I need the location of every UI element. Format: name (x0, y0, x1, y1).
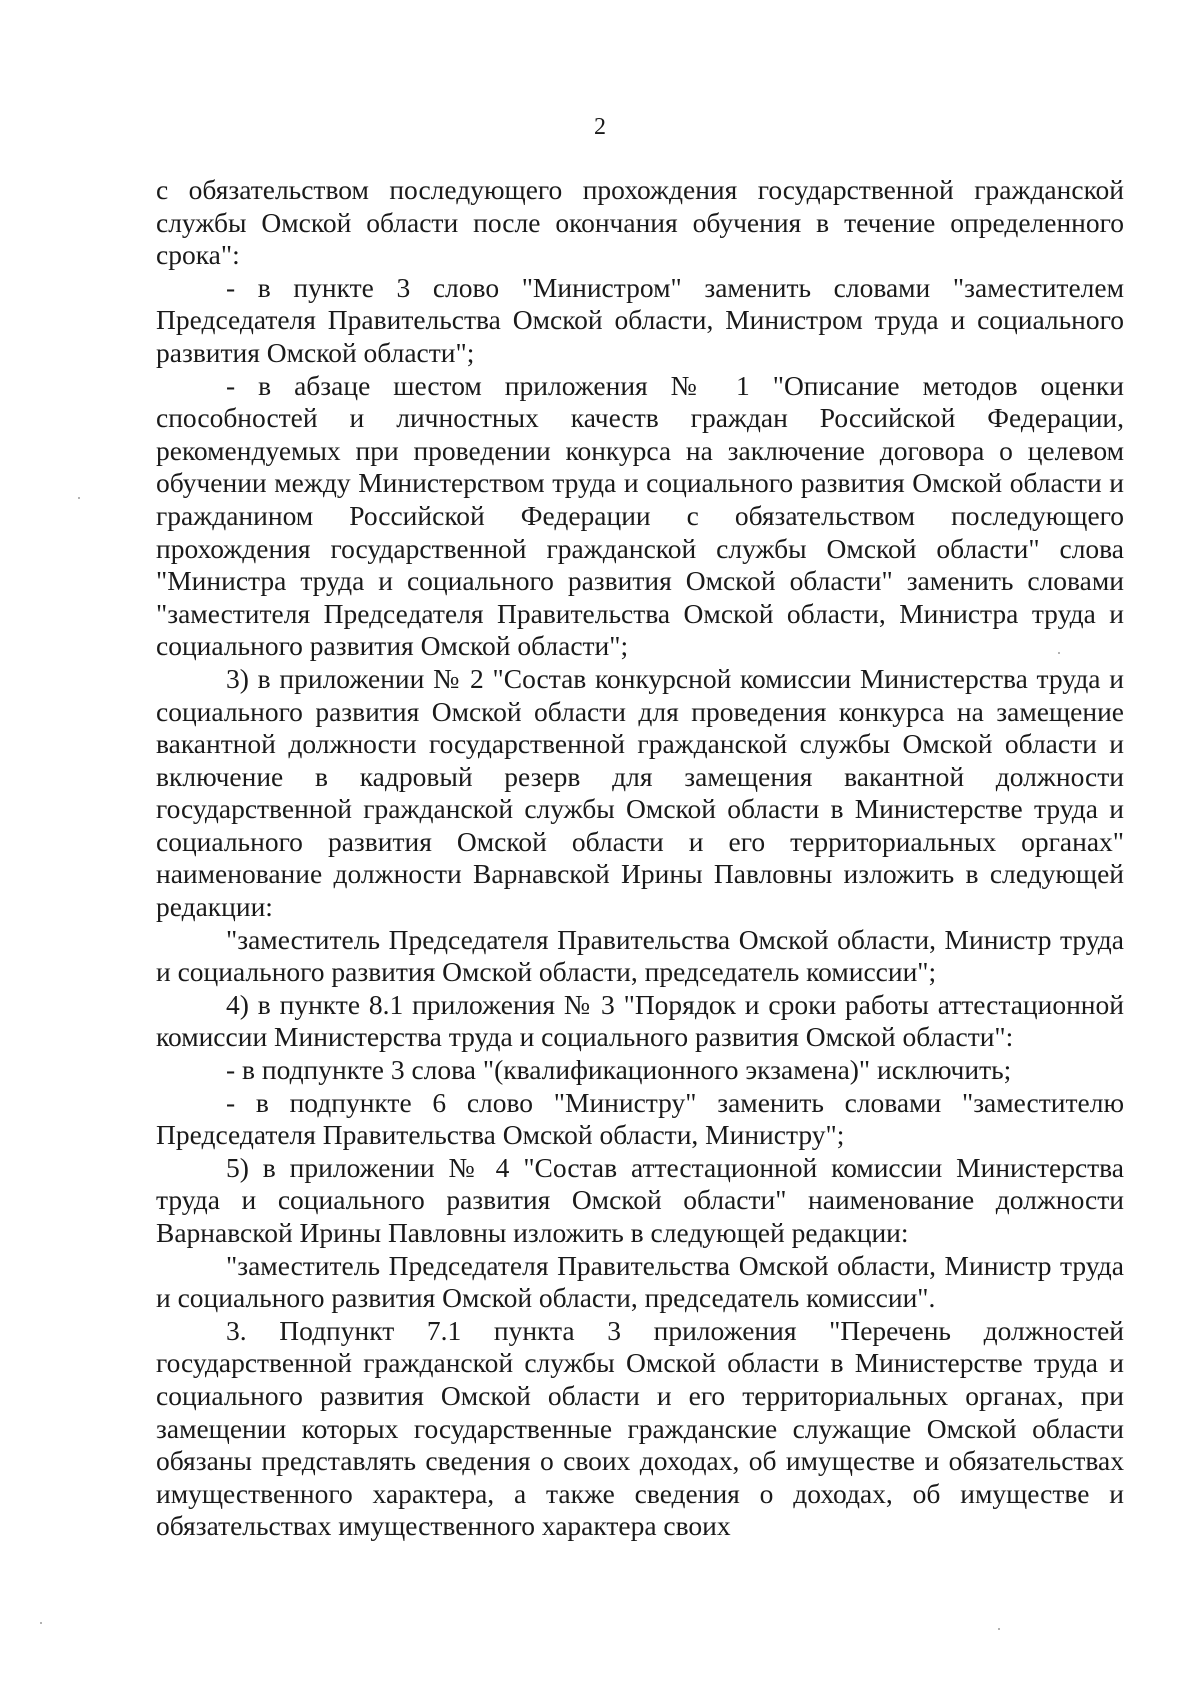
paragraph-continuation: с обязательством последующего прохождения государственной гражданской службы Омской области после окончания обучения в течение определенного срока": (156, 174, 1124, 271)
scan-speck (78, 497, 80, 499)
paragraph-appendix-2-change: 3) в приложении № 2 "Состав конкурсной комиссии Министерства труда и социального развития Омской области для проведения конкурса на замещение вакантной должности государственной гражданской службы Омской области и включение в кадровый резерв для замещения вакантной должности государственной гражданской службы Омской области в Министерстве труда и социального развития Омской области и его территориальных органах" наименование должности Варнавской Ирины Павловны изложить в следующей редакции: (156, 662, 1124, 923)
paragraph-appendix-3-change: 4) в пункте 8.1 приложения № 3 "Порядок и сроки работы аттестационной комиссии Министерства труда и социального развития Омской области": (156, 988, 1124, 1053)
document-body (156, 174, 1124, 1543)
paragraph-subitem-6-change: - в подпункте 6 слово "Министру" заменить словами "заместителю Председателя Правительства Омской области, Министру"; (156, 1086, 1124, 1151)
scan-speck (998, 1628, 1000, 1630)
paragraph-appendix-2-new-title: "заместитель Председателя Правительства Омской области, Министр труда и социального развития Омской области, председатель комиссии"; (156, 923, 1124, 988)
scan-speck (1058, 652, 1060, 654)
paragraph-appendix-4-new-title: "заместитель Председателя Правительства Омской области, Министр труда и социального развития Омской области, председатель комиссии". (156, 1249, 1124, 1314)
paragraph-subitem-3-change: - в подпункте 3 слова "(квалификационного экзамена)" исключить; (226, 1054, 1012, 1086)
paragraph-section-3: 3. Подпункт 7.1 пункта 3 приложения "Перечень должностей государственной гражданской службы Омской области в Министерстве труда и социального развития Омской области и его территориальных органах, при замещении которых государственные гражданские служащие Омской области обязаны представлять сведения о своих доходах, об имуществе и обязательствах имущественного характера, а также сведения о доходах, об имуществе и обязательствах имущественного характера своих (156, 1314, 1124, 1542)
paragraph-item-3-replacement: - в пункте 3 слово "Министром" заменить словами "заместителем Председателя Правительства Омской области, Министром труда и социального развития Омской области"; (156, 271, 1124, 368)
paragraph-appendix-4-change: 5) в приложении № 4 "Состав аттестационной комиссии Министерства труда и социального развития Омской области" наименование должности Варнавской Ирины Павловны изложить в следующей редакции: (156, 1151, 1124, 1248)
page-number: 2 (594, 114, 606, 140)
scan-speck (40, 1622, 42, 1624)
paragraph-appendix-1-change: - в абзаце шестом приложения № 1 "Описание методов оценки способностей и личностных качеств граждан Российской Федерации, рекомендуемых при проведении конкурса на заключение договора о целевом обучении между Министерством труда и социального развития Омской области и гражданином Российской Федерации с обязательством последующего прохождения государственной гражданской службы Омской области" слова "Министра труда и социального развития Омской области" заменить словами "заместителя Председателя Правительства Омской области, Министра труда и социального развития Омской области"; (156, 369, 1124, 662)
